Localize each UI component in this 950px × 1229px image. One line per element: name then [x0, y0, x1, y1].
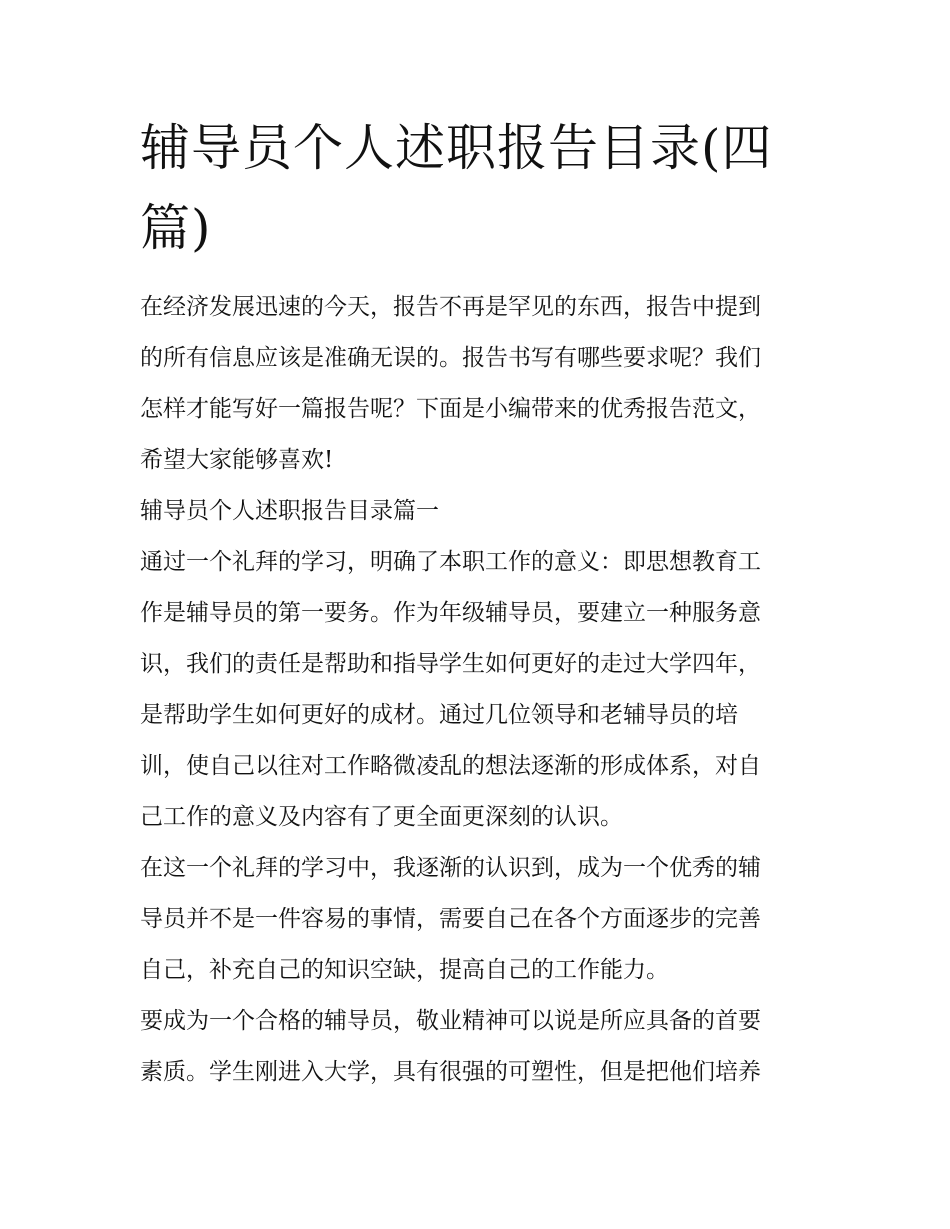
document-title: [140, 108, 812, 268]
section-heading-text: 辅导员个人述职报告目录篇一: [140, 498, 439, 524]
paragraph-line: 要成为一个合格的辅导员，敬业精神可以说是所应具备的首要: [140, 1008, 761, 1034]
paragraph-line: 在经济发展迅速的今天，报告不再是罕见的东西，报告中提到: [140, 294, 761, 320]
paragraph-line: 作是辅导员的第一要务。作为年级辅导员，要建立一种服务意: [140, 600, 761, 626]
paragraph-line: 是帮助学生如何更好的成材。通过几位领导和老辅导员的培: [140, 702, 738, 728]
paragraph-line: 怎样才能写好一篇报告呢？下面是小编带来的优秀报告范文，: [140, 396, 761, 422]
paragraph-line: 希望大家能够喜欢!: [140, 447, 334, 473]
paragraph-line: 素质。学生刚进入大学，具有很强的可塑性，但是把他们培养: [140, 1059, 761, 1085]
document-page: [140, 108, 812, 1098]
intro-paragraph: [140, 282, 812, 486]
paragraph-line: 通过一个礼拜的学习，明确了本职工作的意义：即思想教育工: [140, 549, 761, 575]
paragraph-line: 的所有信息应该是准确无误的。报告书写有哪些要求呢？我们: [140, 345, 761, 371]
body-paragraph-1: [140, 537, 812, 843]
body-paragraph-3: [140, 996, 812, 1098]
paragraph-line: 自己，补充自己的知识空缺，提高自己的工作能力。: [140, 957, 669, 983]
paragraph-line: 在这一个礼拜的学习中，我逐渐的认识到，成为一个优秀的辅: [140, 855, 761, 881]
title-line-1: 辅导员个人述职报告目录(四: [140, 119, 773, 177]
body-paragraph-2: [140, 843, 812, 996]
paragraph-line: 识，我们的责任是帮助和指导学生如何更好的走过大学四年，: [140, 651, 761, 677]
title-line-2: 篇): [140, 199, 212, 257]
section-heading: [140, 486, 812, 537]
paragraph-line: 导员并不是一件容易的事情，需要自己在各个方面逐步的完善: [140, 906, 761, 932]
paragraph-line: 训，使自己以往对工作略微凌乱的想法逐渐的形成体系，对自: [140, 753, 761, 779]
paragraph-line: 己工作的意义及内容有了更全面更深刻的认识。: [140, 804, 623, 830]
